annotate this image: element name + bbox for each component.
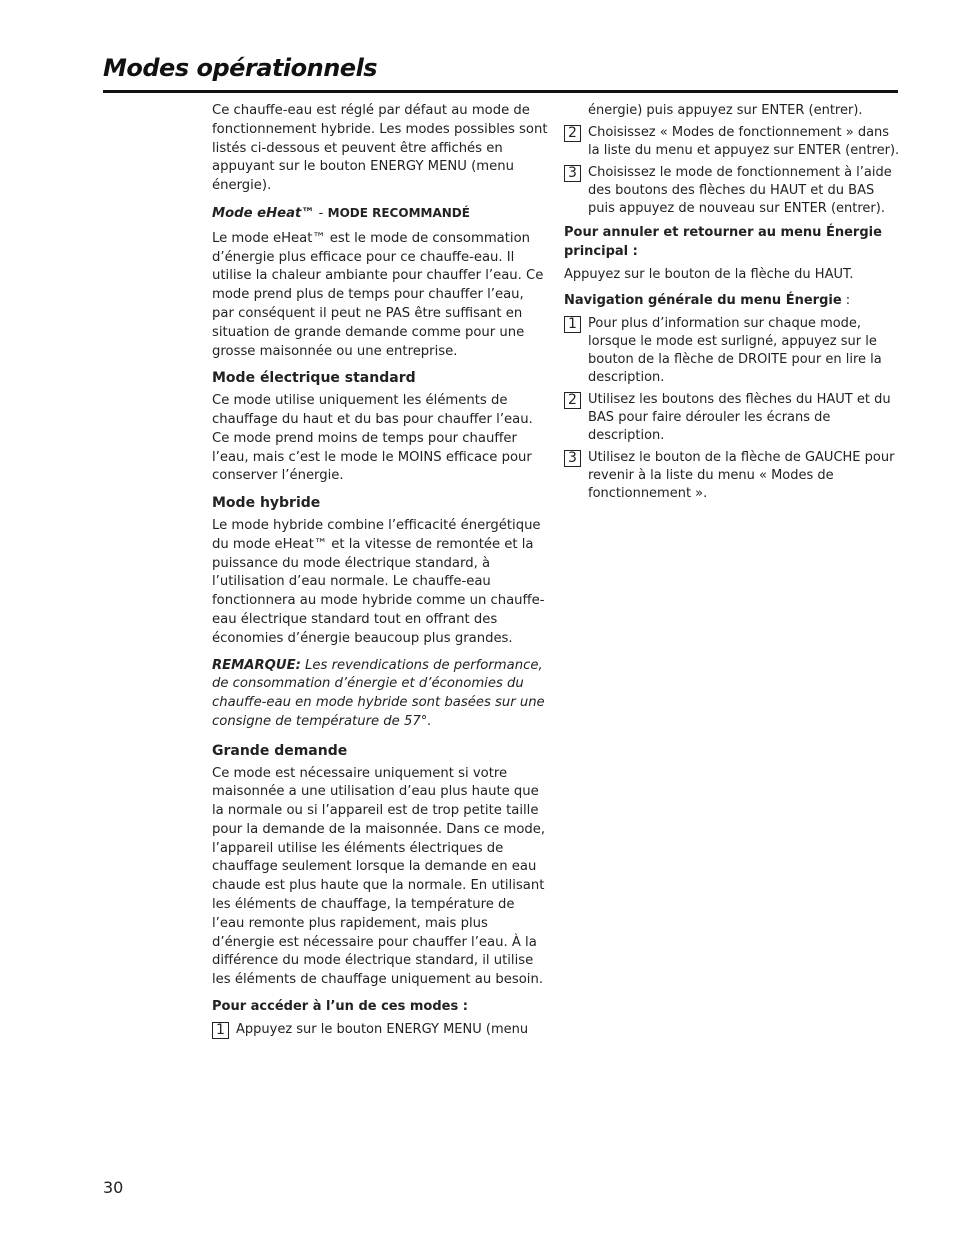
cancel-paragraph: Appuyez sur le bouton de la flèche du HAUT. (564, 266, 854, 282)
step-text: Choisissez « Modes de fonctionnement » dans la liste du menu et appuyez sur ENTER (entrer). (588, 125, 900, 158)
step-text: Utilisez le bouton de la flèche de GAUCHE pour revenir à la liste du menu « Modes de fonctionnement ». (588, 450, 895, 502)
right-column (564, 102, 900, 507)
access-step-1-continued: énergie) puis appuyez sur ENTER (entrer). (588, 103, 863, 118)
eheat-paragraph: Le mode eHeat™ est le mode de consommation d’énergie plus efficace pour ce chauffe-eau. Il utilise la chaleur ambiante pour chauffer l’eau. Ce mode prend plus de temps pour chauffer l’eau, par conséquent il peut ne PAS être suffisant en situation de grande demande comme pour une grosse maisonnée ou une entreprise. (212, 230, 544, 359)
access-heading: Pour accéder à l’un de ces modes : (212, 999, 468, 1015)
step-text: Pour plus d’information sur chaque mode, lorsque le mode est surligné, appuyez sur le bouton de la flèche de DROITE pour en lire la description. (588, 316, 882, 386)
nav-title: Navigation générale du menu Énergie (564, 293, 842, 309)
step-number-box: 1 (564, 316, 581, 333)
demand-paragraph: Ce mode est nécessaire uniquement si votre maisonnée a une utilisation d’eau plus haute que la normale ou si l’appareil est de trop petite taille pour la demande de la maisonnée. Dans ce mode, l’appareil utilise les éléments électriques de chauffage seulement lorsque la demande en eau chaude est plus haute que la normale. En utilisant les éléments de chauffage, la température de l’eau remonte plus rapidement, mais plus d’énergie est nécessaire pour chauffer l’eau. À la différence du mode électrique standard, il utilise les éléments de chauffage uniquement au besoin. (212, 765, 546, 988)
page-number: 30 (103, 1178, 124, 1197)
nav-heading (564, 292, 900, 311)
step-text: Choisissez le mode de fonctionnement à l’aide des boutons des flèches du HAUT et du BAS puis appuyez de nouveau sur ENTER (entrer). (588, 165, 892, 216)
demand-heading: Grande demande (212, 742, 348, 759)
nav-step-1 (564, 315, 900, 387)
step-number-box: 3 (564, 450, 581, 467)
eheat-tag: MODE RECOMMANDÉ (327, 205, 470, 220)
page-title: Modes opérationnels (103, 54, 378, 82)
access-step-2 (564, 124, 900, 160)
note-text: Les revendications de performance, de consommation d’énergie et d’économies du chauffe-eau en mode hybride sont basées sur une consigne de température de 57°. (212, 657, 545, 729)
note-paragraph (212, 657, 548, 732)
eheat-separator: - (314, 205, 328, 221)
eheat-title: Mode eHeat™ (212, 205, 315, 221)
intro-paragraph: Ce chauffe-eau est réglé par défaut au mode de fonctionnement hybride. Les modes possibles sont listés ci-dessous et peuvent être affichés en appuyant sur le bouton ENERGY MENU (menu énergie). (212, 103, 548, 194)
step-number-box: 3 (564, 165, 581, 182)
note-label: REMARQUE: (212, 657, 301, 673)
hybrid-paragraph: Le mode hybride combine l’efficacité énergétique du mode eHeat™ et la vitesse de remontée et la puissance du mode électrique standard, à l’utilisation d’eau normale. Le chauffe-eau fonctionnera au mode hybride comme un chauffe-eau électrique standard tout en offrant des économies d’énergie beaucoup plus grandes. (212, 517, 545, 646)
access-step-3 (564, 164, 900, 218)
eheat-heading (212, 204, 548, 224)
nav-colon: : (841, 293, 851, 309)
left-column (212, 102, 548, 1043)
step-text: Appuyez sur le bouton ENERGY MENU (menu (236, 1021, 529, 1037)
nav-step-2 (564, 391, 900, 445)
nav-step-3 (564, 449, 900, 503)
electric-paragraph: Ce mode utilise uniquement les éléments de chauffage du haut et du bas pour chauffer l’eau. Ce mode prend moins de temps pour chauffer l’eau, mais c’est le mode le MOINS efficace pour conserver l’énergie. (212, 393, 533, 484)
electric-heading: Mode électrique standard (212, 370, 416, 387)
cancel-heading: Pour annuler et retourner au menu Énergie principal : (564, 225, 882, 259)
step-number-box: 2 (564, 125, 581, 142)
hybrid-heading: Mode hybride (212, 495, 321, 512)
access-step-1 (212, 1021, 548, 1039)
step-text: Utilisez les boutons des flèches du HAUT et du BAS pour faire dérouler les écrans de description. (588, 392, 891, 444)
step-number-box: 2 (564, 392, 581, 409)
step-number-box: 1 (212, 1022, 229, 1039)
title-rule (103, 90, 898, 93)
